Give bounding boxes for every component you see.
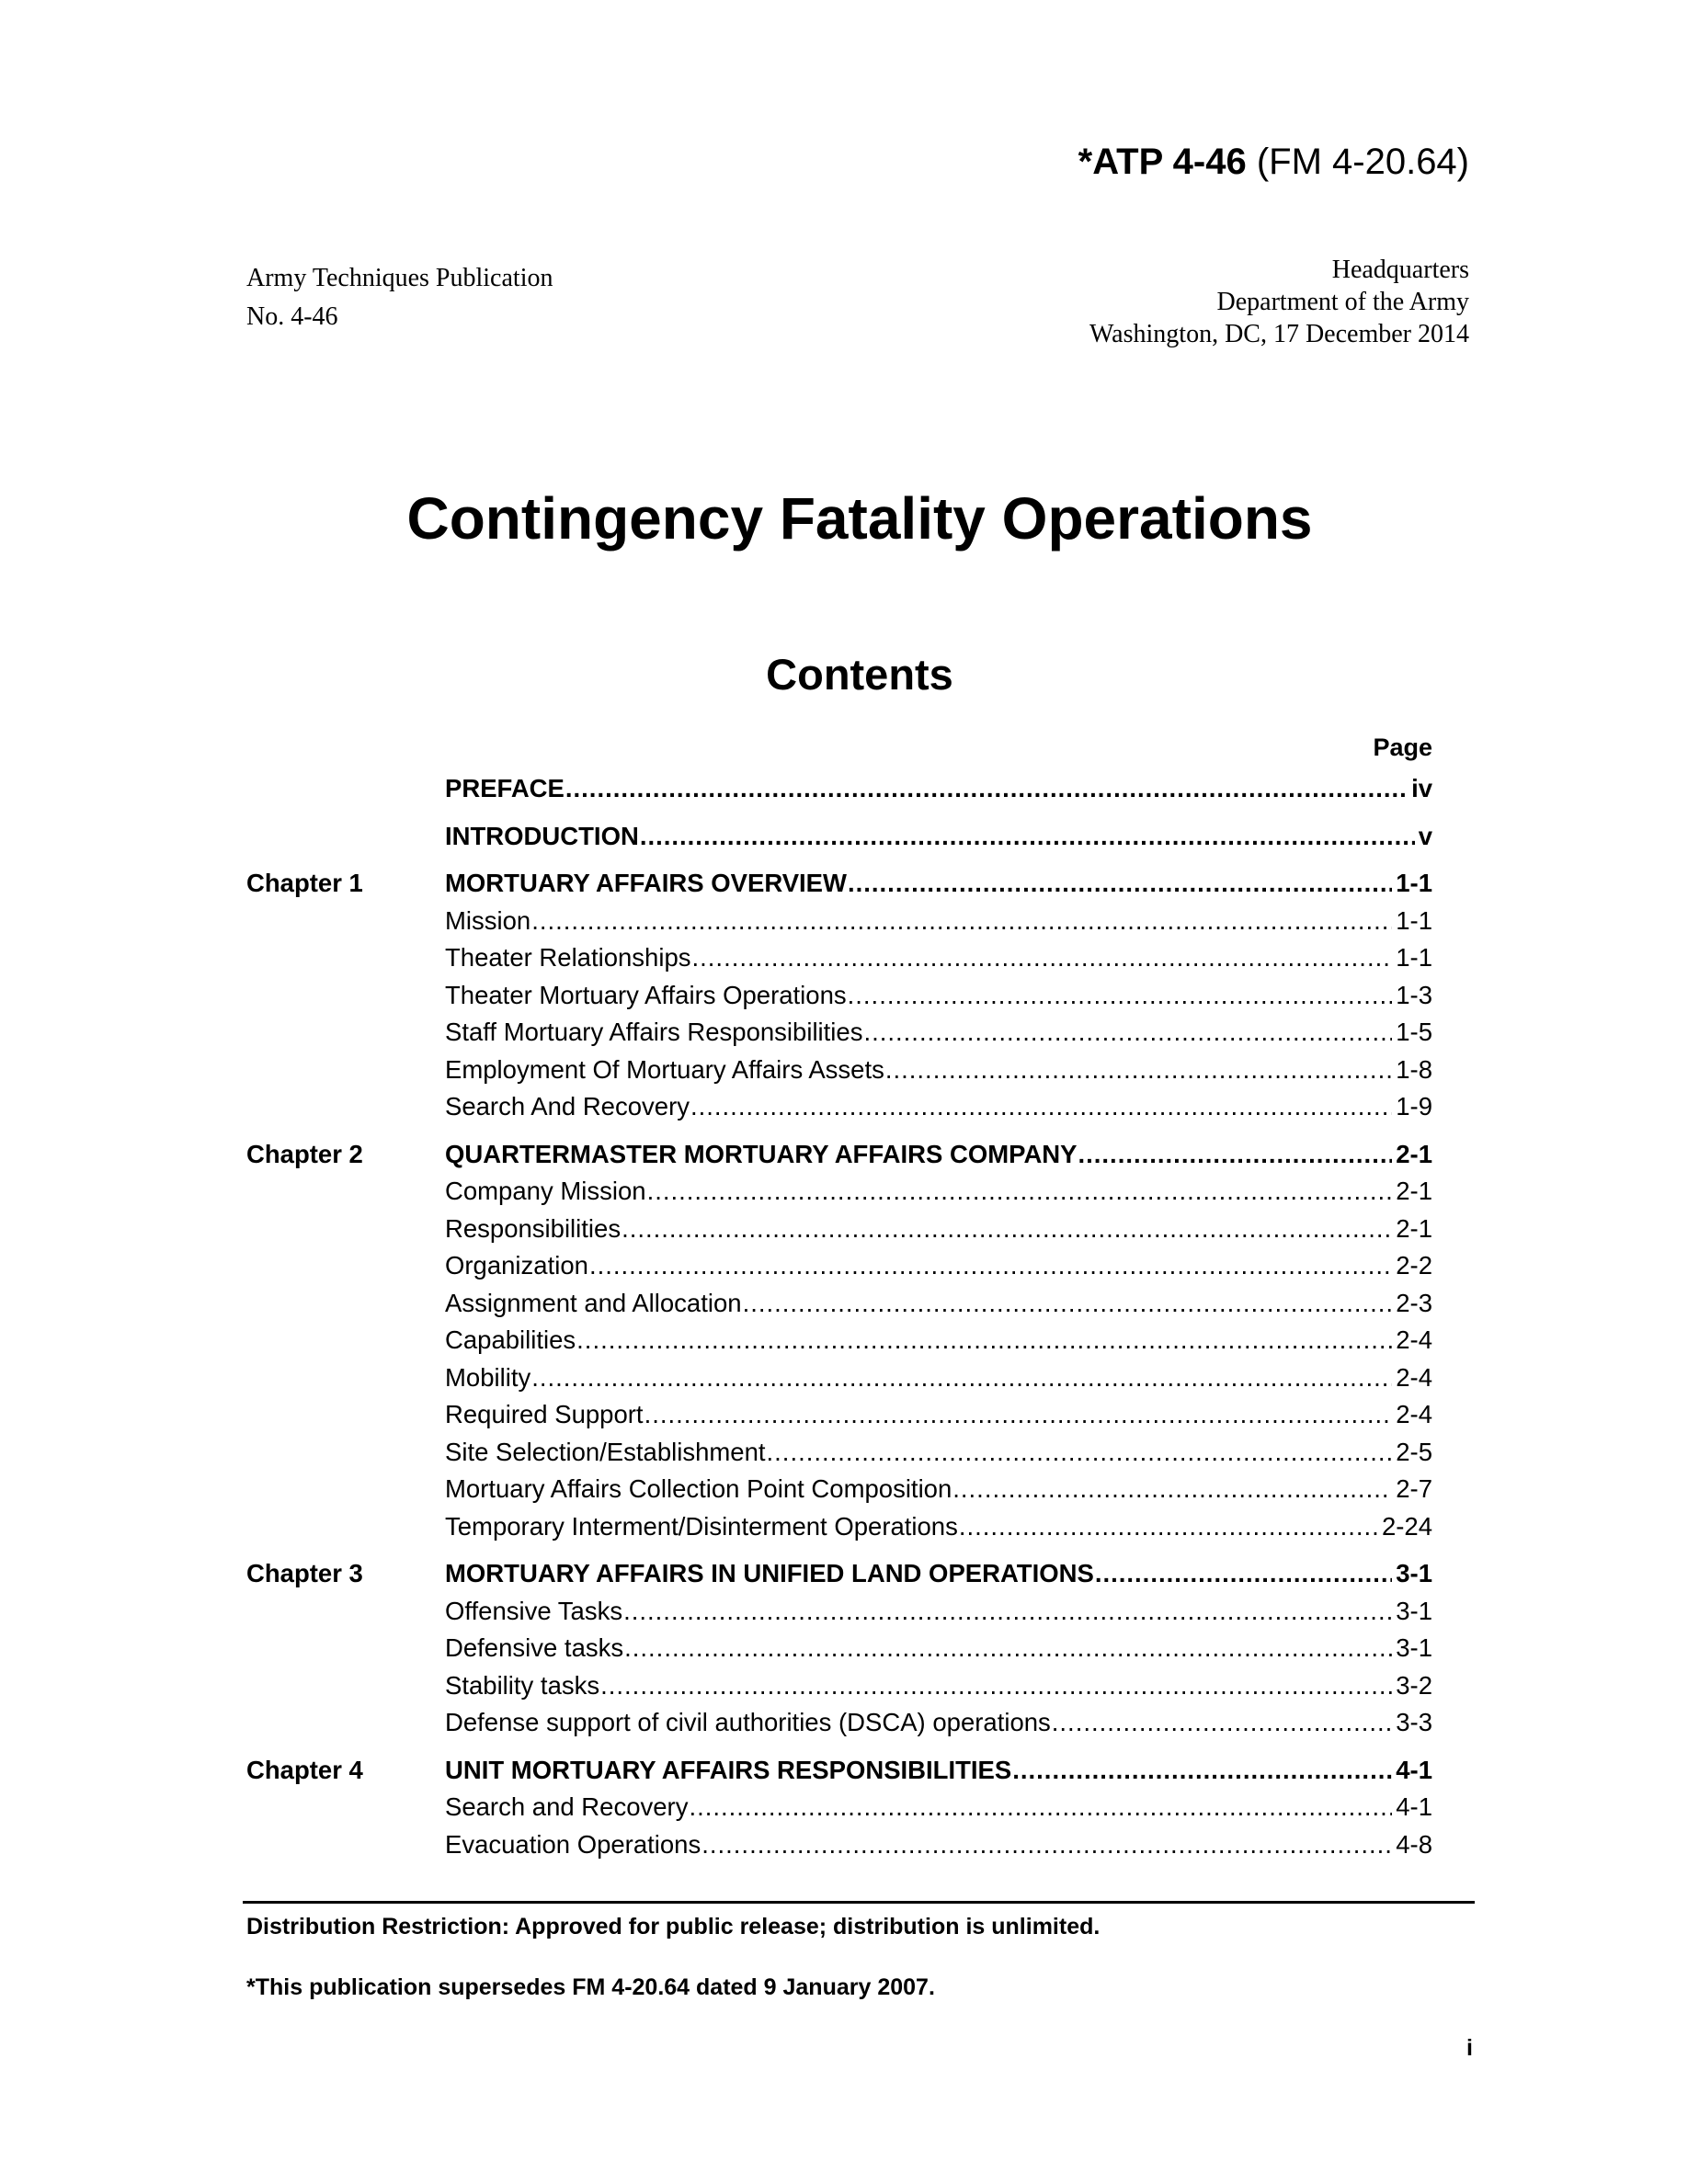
toc-entry-title: Company Mission <box>445 1177 646 1205</box>
toc-entry-title: Defense support of civil authorities (DSCA) operations <box>445 1708 1051 1736</box>
toc-entry-page: 2-24 <box>1381 1511 1432 1541</box>
chapter-label: Chapter 1 <box>246 869 363 897</box>
dot-leader <box>701 1826 1392 1864</box>
toc-entry-title: Defensive tasks <box>445 1633 624 1662</box>
toc-chapter-heading[interactable] <box>246 865 1432 903</box>
toc-entry-title: Mobility <box>445 1362 531 1392</box>
toc-entry-title: Organization <box>445 1251 588 1280</box>
toc-entry-introduction[interactable] <box>246 818 1432 856</box>
toc-entry-page: 4-1 <box>1396 1755 1432 1784</box>
footer-divider <box>243 1901 1475 1904</box>
toc-entry-title: Responsibilities <box>445 1213 622 1243</box>
toc-section-entry[interactable] <box>246 1014 1432 1052</box>
publication-type: Army Techniques Publication <box>246 264 553 292</box>
toc-entry-page: 1-9 <box>1396 1092 1432 1120</box>
dot-leader <box>565 770 1408 808</box>
toc-entry-page: 1-1 <box>1396 869 1432 897</box>
toc-entry-title: Required Support <box>445 1400 644 1428</box>
chapter-label: Chapter 3 <box>246 1559 363 1587</box>
dot-leader <box>647 1173 1393 1211</box>
toc-section-entry[interactable] <box>246 1173 1432 1211</box>
toc-chapter-heading[interactable] <box>246 1752 1432 1790</box>
toc-entry-title: UNIT MORTUARY AFFAIRS RESPONSIBILITIES <box>445 1755 1012 1784</box>
toc-entry-page: 2-1 <box>1396 1177 1432 1205</box>
toc-entry-preface[interactable] <box>246 770 1432 808</box>
toc-section-entry[interactable] <box>246 1359 1432 1397</box>
dot-leader <box>576 1322 1392 1359</box>
toc-section-entry[interactable] <box>246 1593 1432 1631</box>
toc-entry-title: Temporary Interment/Disinterment Operations <box>445 1511 958 1541</box>
dot-leader <box>848 977 1393 1015</box>
toc-entry-title: Capabilities <box>445 1325 576 1354</box>
toc-section-entry[interactable] <box>246 939 1432 977</box>
toc-entry-title: Mortuary Affairs Collection Point Composition <box>445 1474 952 1503</box>
toc-entry-page: 2-7 <box>1396 1474 1432 1503</box>
toc-entry-page: 1-3 <box>1396 980 1432 1009</box>
distribution-restriction: Distribution Restriction: Approved for public release; distribution is unlimited. <box>246 1914 1101 1939</box>
toc-section-entry[interactable] <box>246 1508 1432 1546</box>
toc-section-entry[interactable] <box>246 977 1432 1015</box>
toc-section-entry[interactable] <box>246 1667 1432 1705</box>
toc-entry-page: 1-1 <box>1396 943 1432 972</box>
toc-entry-title: Evacuation Operations <box>445 1829 701 1859</box>
dot-leader <box>863 1014 1392 1052</box>
toc-entry-page: 2-3 <box>1396 1288 1432 1317</box>
toc-section-entry[interactable] <box>246 1211 1432 1248</box>
dot-leader <box>1095 1555 1392 1593</box>
issuing-authority-block <box>1089 254 1469 350</box>
toc-entry-page: 2-4 <box>1396 1325 1432 1354</box>
toc-entry-page: 4-8 <box>1396 1829 1432 1859</box>
toc-entry-page: 1-1 <box>1396 905 1432 935</box>
toc-entry-page: 1-8 <box>1396 1054 1432 1084</box>
dot-leader <box>531 903 1392 940</box>
department-line: Department of the Army <box>1216 288 1469 316</box>
dot-leader <box>600 1667 1392 1705</box>
toc-entry-page: 1-5 <box>1396 1018 1432 1046</box>
toc-section-entry[interactable] <box>246 1630 1432 1667</box>
page-number: i <box>1466 2035 1473 2061</box>
toc-entry-page: v <box>1418 821 1432 850</box>
dot-leader <box>743 1285 1393 1323</box>
chapter-label: Chapter 4 <box>246 1755 363 1784</box>
toc-entry-page: 4-1 <box>1396 1792 1432 1821</box>
toc-entry-title: Offensive Tasks <box>445 1596 623 1625</box>
toc-entry-page: 3-3 <box>1396 1708 1432 1736</box>
toc-entry-title: QUARTERMASTER MORTUARY AFFAIRS COMPANY <box>445 1139 1078 1168</box>
toc-section-entry[interactable] <box>246 1826 1432 1864</box>
toc-section-entry[interactable] <box>246 1247 1432 1285</box>
toc-section-entry[interactable] <box>246 1322 1432 1359</box>
toc-entry-title: Search And Recovery <box>445 1092 690 1120</box>
dot-leader <box>640 818 1415 856</box>
dot-leader <box>1078 1136 1393 1174</box>
toc-entry-title: Theater Relationships <box>445 943 691 972</box>
dot-leader <box>690 1088 1392 1126</box>
publication-number-bold: *ATP 4-46 <box>1078 142 1247 182</box>
dot-leader <box>885 1052 1392 1089</box>
chapter-label: Chapter 2 <box>246 1139 363 1168</box>
toc-section-entry[interactable] <box>246 1088 1432 1126</box>
toc-entry-page: 3-2 <box>1396 1670 1432 1700</box>
contents-heading: Contents <box>766 650 953 699</box>
page-column-label: Page <box>1373 734 1432 761</box>
toc-entry-title: PREFACE <box>445 774 565 802</box>
toc-entry-title: Employment Of Mortuary Affairs Assets <box>445 1054 884 1084</box>
toc-entry-title: MORTUARY AFFAIRS OVERVIEW <box>445 869 847 897</box>
dot-leader <box>623 1593 1392 1631</box>
toc-entry-title: Site Selection/Establishment <box>445 1437 766 1466</box>
dot-leader <box>624 1630 1392 1667</box>
publication-number <box>1078 143 1469 180</box>
toc-entry-title: Assignment and Allocation <box>445 1288 742 1317</box>
toc-entry-page: 3-1 <box>1396 1633 1432 1662</box>
table-of-contents <box>246 732 1432 1863</box>
toc-entry-title: Theater Mortuary Affairs Operations <box>445 980 847 1009</box>
toc-entry-page: 2-1 <box>1396 1139 1432 1168</box>
toc-entry-page: 2-4 <box>1396 1362 1432 1392</box>
publication-no: No. 4-46 <box>246 302 338 331</box>
toc-entry-title: Mission <box>445 905 531 935</box>
toc-entry-title: MORTUARY AFFAIRS IN UNIFIED LAND OPERATIONS <box>445 1559 1094 1587</box>
dot-leader <box>589 1247 1392 1285</box>
toc-entry-page: 3-1 <box>1396 1596 1432 1625</box>
document-title: Contingency Fatality Operations <box>406 485 1313 552</box>
toc-entry-title: Staff Mortuary Affairs Responsibilities <box>445 1018 863 1046</box>
dot-leader <box>622 1211 1392 1248</box>
toc-section-entry[interactable] <box>246 1396 1432 1434</box>
toc-entry-page: 2-4 <box>1396 1400 1432 1428</box>
toc-entry-page: 2-1 <box>1396 1213 1432 1243</box>
dot-leader <box>692 939 1393 977</box>
toc-entry-title: INTRODUCTION <box>445 821 639 850</box>
toc-entry-title: Search and Recovery <box>445 1792 689 1821</box>
toc-entry-page: iv <box>1411 774 1432 802</box>
toc-chapter-heading[interactable] <box>246 1555 1432 1593</box>
toc-entry-title: Stability tasks <box>445 1670 600 1700</box>
location-date-line: Washington, DC, 17 December 2014 <box>1089 320 1469 348</box>
dot-leader <box>531 1359 1392 1397</box>
toc-section-entry[interactable] <box>246 1434 1432 1472</box>
headquarters-line: Headquarters <box>1331 256 1469 284</box>
publication-number-superseded: (FM 4-20.64) <box>1256 142 1469 182</box>
toc-section-entry[interactable] <box>246 1052 1432 1089</box>
dot-leader <box>1012 1752 1392 1790</box>
publication-type-block <box>246 259 553 336</box>
toc-chapters <box>246 865 1432 1863</box>
toc-entry-page: 2-2 <box>1396 1251 1432 1280</box>
supersession-notice: *This publication supersedes FM 4-20.64 dated 9 January 2007. <box>246 1974 935 2000</box>
toc-entry-page: 2-5 <box>1396 1437 1432 1466</box>
dot-leader <box>644 1396 1393 1434</box>
dot-leader <box>767 1434 1393 1472</box>
toc-section-entry[interactable] <box>246 1789 1432 1826</box>
toc-section-entry[interactable] <box>246 1285 1432 1323</box>
toc-chapter-heading[interactable] <box>246 1136 1432 1174</box>
dot-leader <box>848 865 1392 903</box>
dot-leader <box>952 1471 1392 1508</box>
toc-section-entry[interactable] <box>246 903 1432 940</box>
dot-leader <box>689 1789 1392 1826</box>
toc-section-entry[interactable] <box>246 1704 1432 1742</box>
toc-section-entry[interactable] <box>246 1471 1432 1508</box>
toc-entry-page: 3-1 <box>1396 1559 1432 1587</box>
dot-leader <box>959 1508 1378 1546</box>
dot-leader <box>1052 1704 1392 1742</box>
